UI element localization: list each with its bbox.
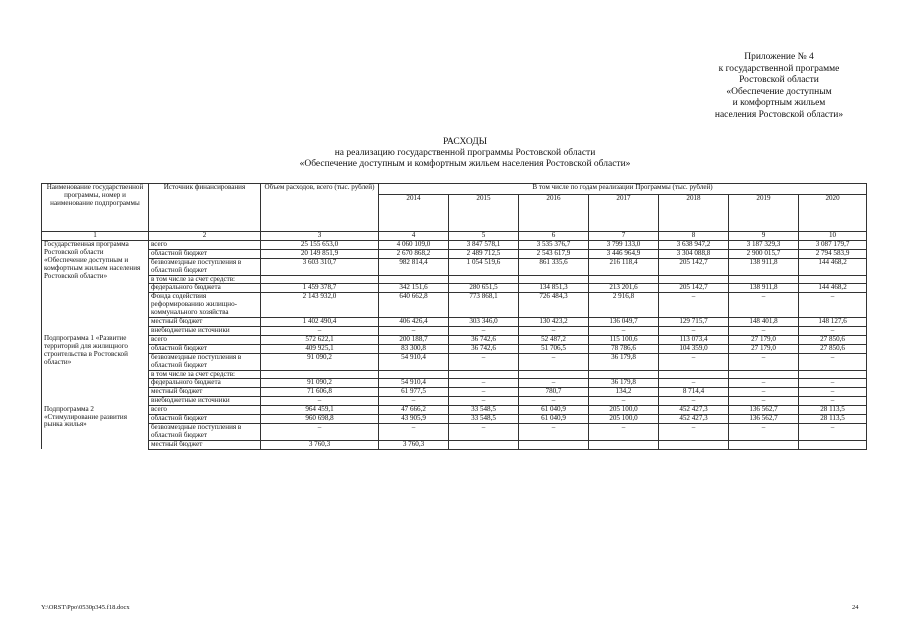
- year-value: 205 142,7: [659, 284, 729, 293]
- funding-source: местный бюджет: [149, 318, 261, 327]
- year-value: 61 977,5: [379, 388, 449, 397]
- total-value: 71 606,8: [261, 388, 379, 397]
- year-value: 2 489 712,5: [449, 249, 519, 258]
- year-value: 726 484,3: [519, 293, 589, 318]
- funding-source: внебюджетные источники: [149, 326, 261, 335]
- year-value: –: [799, 379, 867, 388]
- appendix-line: населения Ростовской области»: [714, 109, 844, 120]
- file-path: Y:\ORST\Ppo\0530p345.f18.docx: [41, 604, 130, 611]
- year-value: –: [659, 397, 729, 406]
- year-value: 134,2: [589, 388, 659, 397]
- table-row: [42, 335, 867, 344]
- table-row: [42, 284, 867, 293]
- total-value: 2 143 932,0: [261, 293, 379, 318]
- table-row: [42, 258, 867, 275]
- year-value: 205 142,7: [659, 258, 729, 275]
- table-row: [42, 370, 867, 379]
- year-value: –: [449, 353, 519, 370]
- appendix-line: «Обеспечение доступным: [726, 86, 832, 97]
- year-value: –: [519, 326, 589, 335]
- year-value: 51 706,5: [519, 344, 589, 353]
- total-value: 91 090,2: [261, 353, 379, 370]
- year-value: –: [729, 379, 799, 388]
- year-value: –: [589, 423, 659, 440]
- appendix-line: Ростовской области: [739, 75, 819, 86]
- year-value: 134 851,3: [519, 284, 589, 293]
- year-value: –: [379, 397, 449, 406]
- year-value: –: [729, 293, 799, 318]
- year-value: –: [659, 326, 729, 335]
- table-row: [42, 353, 867, 370]
- total-value: 1 459 378,7: [261, 284, 379, 293]
- year-value: –: [519, 397, 589, 406]
- year-value: –: [659, 353, 729, 370]
- year-value: 28 113,5: [799, 406, 867, 415]
- year-value: 3 187 329,3: [729, 240, 799, 249]
- year-value: 33 548,5: [449, 406, 519, 415]
- year-value: 27 850,6: [799, 335, 867, 344]
- program-name: Государственная программа Ростовской области «Обеспечение доступным и комфортным жильем населения Ростовской области»: [42, 240, 149, 335]
- funding-source: местный бюджет: [149, 440, 261, 449]
- table-row: [42, 240, 867, 249]
- table-row: [42, 415, 867, 424]
- year-value: 27 850,6: [799, 344, 867, 353]
- year-value: 216 118,4: [589, 258, 659, 275]
- year-value: [659, 440, 729, 449]
- year-value: [449, 440, 519, 449]
- appendix-line: и комфортным жильем: [732, 98, 826, 109]
- funding-source: в том числе за счет средств:: [149, 275, 261, 284]
- total-value: 409 925,1: [261, 344, 379, 353]
- header-year: 2014: [379, 195, 449, 232]
- year-value: –: [729, 353, 799, 370]
- header-row: [42, 184, 867, 195]
- year-value: [799, 275, 867, 284]
- table-row: [42, 318, 867, 327]
- year-value: 27 179,0: [729, 335, 799, 344]
- column-number: 4: [379, 232, 449, 241]
- total-value: 25 155 653,0: [261, 240, 379, 249]
- header-year: 2016: [519, 195, 589, 232]
- year-value: –: [729, 397, 799, 406]
- column-number: 8: [659, 232, 729, 241]
- total-value: [261, 370, 379, 379]
- year-value: [449, 275, 519, 284]
- year-value: 200 188,7: [379, 335, 449, 344]
- year-value: 452 427,3: [659, 415, 729, 424]
- year-value: [449, 370, 519, 379]
- year-value: 54 910,4: [379, 379, 449, 388]
- funding-source: всего: [149, 406, 261, 415]
- year-value: 452 427,3: [659, 406, 729, 415]
- year-value: [589, 275, 659, 284]
- year-value: 3 304 088,8: [659, 249, 729, 258]
- year-value: 136 562,7: [729, 406, 799, 415]
- column-number: 5: [449, 232, 519, 241]
- year-value: 144 468,2: [799, 284, 867, 293]
- year-value: –: [449, 379, 519, 388]
- year-value: [519, 440, 589, 449]
- year-value: [589, 440, 659, 449]
- heading-line: «Обеспечение доступным и комфортным жильем населения Ростовской области»: [299, 159, 631, 170]
- year-value: 61 040,9: [519, 415, 589, 424]
- funding-source: федерального бюджета: [149, 284, 261, 293]
- heading-line: на реализацию государственной программы Ростовской области: [334, 148, 596, 159]
- year-value: 3 446 964,9: [589, 249, 659, 258]
- total-value: 20 149 851,9: [261, 249, 379, 258]
- year-value: 303 346,0: [449, 318, 519, 327]
- column-number: 3: [261, 232, 379, 241]
- year-value: 43 905,9: [379, 415, 449, 424]
- header-year: 2015: [449, 195, 519, 232]
- table-row: [42, 388, 867, 397]
- year-value: [379, 370, 449, 379]
- year-value: [519, 370, 589, 379]
- year-value: [659, 370, 729, 379]
- table-row: [42, 293, 867, 318]
- header-source: Источник финансирования: [149, 184, 261, 232]
- header-total: Объем расходов, всего (тыс. рублей): [261, 184, 379, 232]
- table-row: [42, 406, 867, 415]
- year-value: 342 151,6: [379, 284, 449, 293]
- year-value: 640 662,8: [379, 293, 449, 318]
- year-value: 36 742,6: [449, 335, 519, 344]
- column-number: 6: [519, 232, 589, 241]
- year-value: 136 562,7: [729, 415, 799, 424]
- header-year: 2020: [799, 195, 867, 232]
- year-value: –: [729, 388, 799, 397]
- year-value: [729, 370, 799, 379]
- funding-source: Фонда содействия реформированию жилищно-коммунального хозяйства: [149, 293, 261, 318]
- year-value: 136 049,7: [589, 318, 659, 327]
- year-value: 27 179,0: [729, 344, 799, 353]
- year-value: 144 468,2: [799, 258, 867, 275]
- total-value: –: [261, 397, 379, 406]
- year-value: 780,7: [519, 388, 589, 397]
- document-heading: [120, 137, 810, 171]
- heading-title: РАСХОДЫ: [442, 137, 488, 147]
- year-value: –: [379, 326, 449, 335]
- year-value: [519, 275, 589, 284]
- year-value: –: [799, 326, 867, 335]
- year-value: –: [799, 397, 867, 406]
- year-value: 3 638 947,2: [659, 240, 729, 249]
- year-value: 982 814,4: [379, 258, 449, 275]
- year-value: 104 359,0: [659, 344, 729, 353]
- year-value: 33 548,5: [449, 415, 519, 424]
- year-value: –: [659, 423, 729, 440]
- funding-source: безвозмездные поступления в областной бюджет: [149, 258, 261, 275]
- funding-source: областной бюджет: [149, 249, 261, 258]
- table-row: [42, 397, 867, 406]
- year-value: 130 423,2: [519, 318, 589, 327]
- year-value: 3 760,3: [379, 440, 449, 449]
- header-years-group: В том числе по годам реализации Программы (тыс. рублей): [379, 184, 867, 195]
- year-value: 3 799 133,0: [589, 240, 659, 249]
- year-value: 148 127,6: [799, 318, 867, 327]
- year-value: –: [519, 379, 589, 388]
- funding-source: всего: [149, 335, 261, 344]
- year-value: [589, 370, 659, 379]
- year-value: 2 670 868,2: [379, 249, 449, 258]
- total-value: 960 698,8: [261, 415, 379, 424]
- year-value: 115 100,6: [589, 335, 659, 344]
- year-value: –: [519, 353, 589, 370]
- year-value: –: [799, 423, 867, 440]
- total-value: 572 622,1: [261, 335, 379, 344]
- year-value: –: [659, 293, 729, 318]
- total-value: –: [261, 326, 379, 335]
- year-value: 36 742,6: [449, 344, 519, 353]
- year-value: –: [799, 293, 867, 318]
- year-value: 2 543 617,9: [519, 249, 589, 258]
- expenses-table: [41, 183, 867, 450]
- year-value: 205 100,0: [589, 406, 659, 415]
- year-value: –: [729, 423, 799, 440]
- table-row: [42, 275, 867, 284]
- year-value: 406 426,4: [379, 318, 449, 327]
- table-row: [42, 344, 867, 353]
- table-row: [42, 326, 867, 335]
- total-value: 3 760,3: [261, 440, 379, 449]
- year-value: –: [449, 423, 519, 440]
- year-value: [729, 440, 799, 449]
- year-value: [379, 275, 449, 284]
- total-value: 91 090,2: [261, 379, 379, 388]
- year-value: 138 911,8: [729, 284, 799, 293]
- total-value: [261, 275, 379, 284]
- table-row: [42, 423, 867, 440]
- year-value: [729, 275, 799, 284]
- year-value: 2 794 583,9: [799, 249, 867, 258]
- appendix-line: Приложение № 4: [744, 52, 814, 62]
- year-value: 113 073,4: [659, 335, 729, 344]
- year-value: 1 054 519,6: [449, 258, 519, 275]
- year-value: 54 910,4: [379, 353, 449, 370]
- year-value: –: [379, 423, 449, 440]
- year-value: 52 487,2: [519, 335, 589, 344]
- year-value: 148 401,8: [729, 318, 799, 327]
- year-value: –: [519, 423, 589, 440]
- year-value: 47 666,2: [379, 406, 449, 415]
- column-number: 7: [589, 232, 659, 241]
- year-value: –: [729, 326, 799, 335]
- year-value: –: [589, 326, 659, 335]
- year-value: 2 916,8: [589, 293, 659, 318]
- year-value: –: [659, 379, 729, 388]
- year-value: 138 911,8: [729, 258, 799, 275]
- year-value: 61 040,9: [519, 406, 589, 415]
- year-value: 2 900 015,7: [729, 249, 799, 258]
- total-value: 1 402 490,4: [261, 318, 379, 327]
- program-name: Подпрограмма 2 «Стимулирование развития рынка жилья»: [42, 406, 149, 450]
- year-value: 129 715,7: [659, 318, 729, 327]
- total-value: –: [261, 423, 379, 440]
- funding-source: безвозмездные поступления в областной бюджет: [149, 423, 261, 440]
- column-number: 10: [799, 232, 867, 241]
- header-name: Наименование государственной программы, номер и наименование подпрограммы: [42, 184, 149, 232]
- appendix-note: [668, 52, 890, 122]
- year-value: 83 300,8: [379, 344, 449, 353]
- year-value: 213 201,6: [589, 284, 659, 293]
- column-number: 1: [42, 232, 149, 241]
- funding-source: всего: [149, 240, 261, 249]
- year-value: –: [589, 397, 659, 406]
- funding-source: федерального бюджета: [149, 379, 261, 388]
- column-number-row: [42, 232, 867, 241]
- column-number: 9: [729, 232, 799, 241]
- funding-source: в том числе за счет средств:: [149, 370, 261, 379]
- year-value: 36 179,8: [589, 379, 659, 388]
- year-value: –: [799, 388, 867, 397]
- year-value: –: [799, 353, 867, 370]
- column-number: 2: [149, 232, 261, 241]
- total-value: 964 459,1: [261, 406, 379, 415]
- year-value: 205 100,0: [589, 415, 659, 424]
- table-row: [42, 249, 867, 258]
- appendix-line: к государственной программе: [718, 63, 840, 74]
- year-value: [659, 275, 729, 284]
- funding-source: местный бюджет: [149, 388, 261, 397]
- year-value: 3 847 578,1: [449, 240, 519, 249]
- year-value: 28 113,5: [799, 415, 867, 424]
- header-year: 2018: [659, 195, 729, 232]
- total-value: 3 603 310,7: [261, 258, 379, 275]
- year-value: –: [449, 397, 519, 406]
- year-value: –: [449, 326, 519, 335]
- year-value: 3 535 376,7: [519, 240, 589, 249]
- year-value: 773 868,1: [449, 293, 519, 318]
- year-value: 36 179,8: [589, 353, 659, 370]
- funding-source: областной бюджет: [149, 415, 261, 424]
- header-year: 2017: [589, 195, 659, 232]
- funding-source: областной бюджет: [149, 344, 261, 353]
- funding-source: безвозмездные поступления в областной бюджет: [149, 353, 261, 370]
- year-value: 4 060 109,0: [379, 240, 449, 249]
- year-value: [799, 370, 867, 379]
- year-value: 3 087 179,7: [799, 240, 867, 249]
- table-row: [42, 379, 867, 388]
- header-year: 2019: [729, 195, 799, 232]
- year-value: 78 786,6: [589, 344, 659, 353]
- year-value: 280 651,5: [449, 284, 519, 293]
- program-name: Подпрограмма 1 «Развитие территорий для жилищного строительства в Ростовской области»: [42, 335, 149, 405]
- page-number: 24: [852, 604, 859, 611]
- year-value: 8 714,4: [659, 388, 729, 397]
- year-value: [799, 440, 867, 449]
- table-row: [42, 440, 867, 449]
- funding-source: внебюджетные источники: [149, 397, 261, 406]
- year-value: 861 335,6: [519, 258, 589, 275]
- year-value: –: [449, 388, 519, 397]
